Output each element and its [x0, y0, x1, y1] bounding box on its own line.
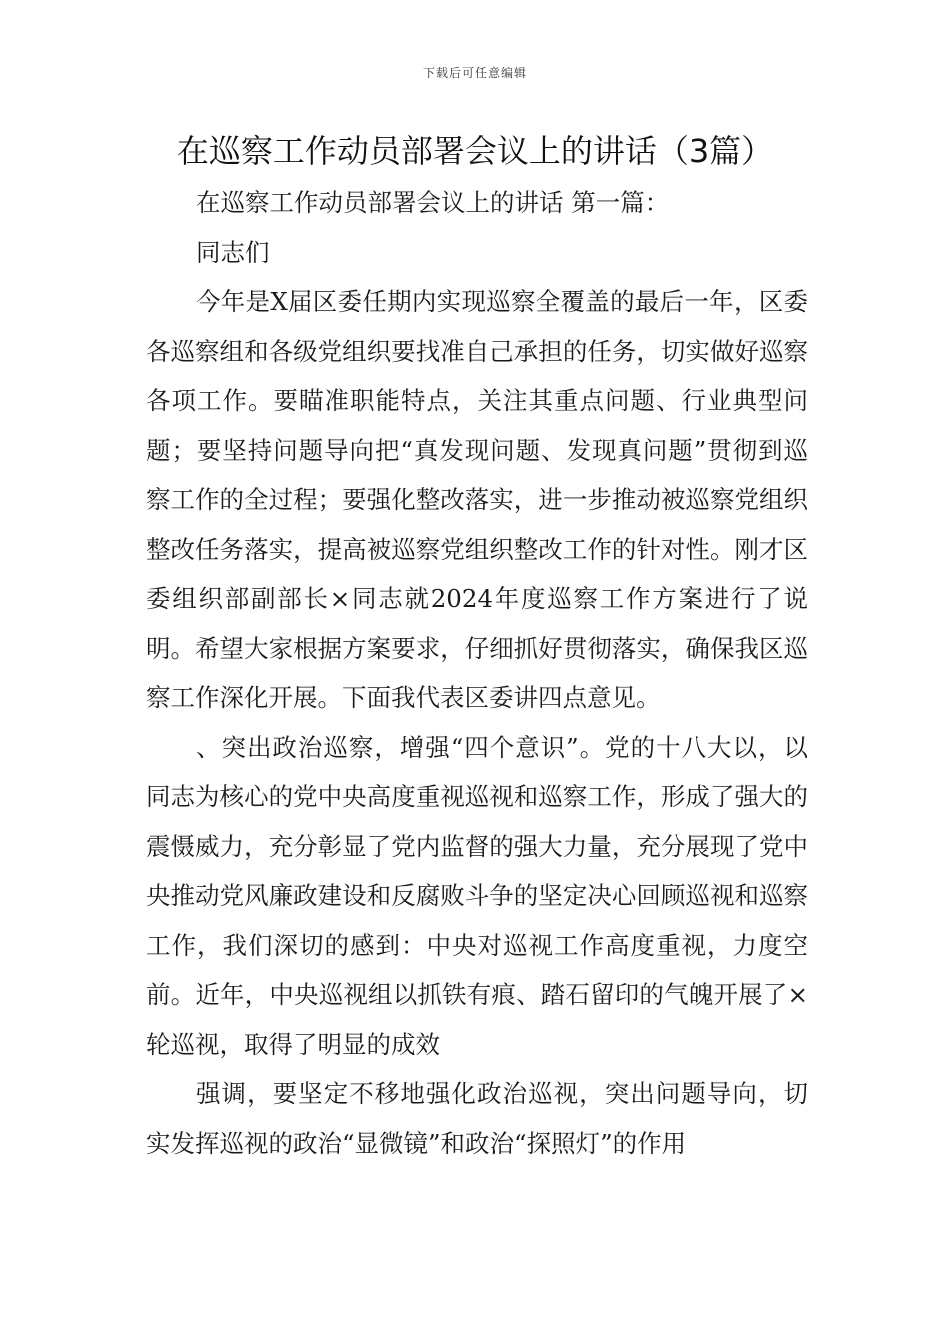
body-paragraph: 强调，要坚定不移地强化政治巡视，突出问题导向，切实发挥巡视的政治“显微镜”和政治“探照灯”的作用 [146, 1079, 808, 1158]
body-paragraph: 、突出政治巡察，增强“四个意识”。党的十八大以，以同志为核心的党中央高度重视巡视和巡察工作，形成了强大的震慑威力，充分彰显了党内监督的强大力量，充分展现了党中央推动党风廉政建设和反腐败斗争的坚定决心回顾巡视和巡察工作，我们深切的感到：中央对巡视工作高度重视，力度空前。近年，中央巡视组以抓铁有痕、踏石留印的气魄开展了×轮巡视，取得了明显的成效 [146, 732, 808, 1059]
document-title: 在巡察工作动员部署会议上的讲话（3篇） [176, 132, 774, 170]
section-subtitle: 在巡察工作动员部署会议上的讲话 第一篇： [196, 188, 670, 217]
document-body [146, 178, 808, 1168]
salutation: 同志们 [196, 237, 270, 267]
page-header-note: 下载后可任意编辑 [422, 66, 527, 80]
body-paragraph: 今年是X届区委任期内实现巡察全覆盖的最后一年，区委各巡察组和各级党组织要找准自己承担的任务，切实做好巡察各项工作。要瞄准职能特点，关注其重点问题、行业典型问题；要坚持问题导向把“真发现问题、发现真问题”贯彻到巡察工作的全过程；要强化整改落实，进一步推动被巡察党组织整改任务落实，提高被巡察党组织整改工作的针对性。刚才区委组织部副部长×同志就2024年度巡察工作方案进行了说明。希望大家根据方案要求，仔细抓好贯彻落实，确保我区巡察工作深化开展。下面我代表区委讲四点意见。 [146, 287, 808, 712]
